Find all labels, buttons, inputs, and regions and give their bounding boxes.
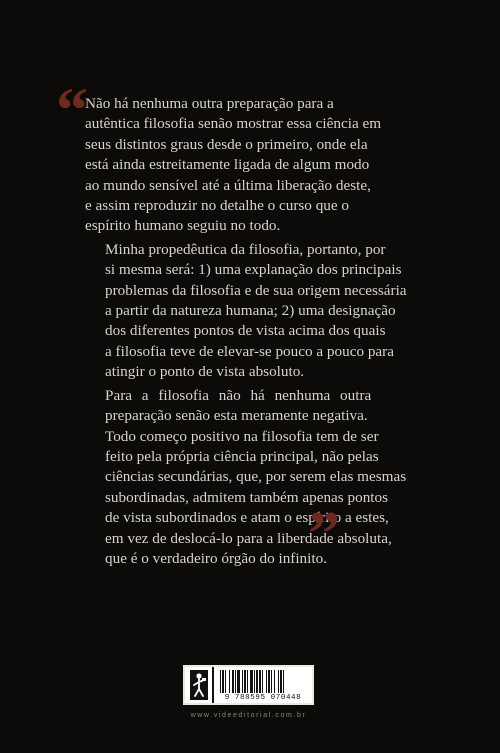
isbn-number: 9 788595 070448 — [224, 694, 302, 702]
text-line: a partir da natureza humana; 2) uma designação — [105, 302, 396, 320]
text-line: problemas da filosofia e de sua origem necessária — [105, 281, 407, 299]
text-line: a filosofia teve de elevar-se pouco a pouco para — [105, 342, 394, 360]
publisher-website: www.videeditorial.com.br — [190, 712, 307, 719]
text-line: ao mundo sensível até a última liberação deste, — [85, 176, 371, 194]
text-line: Não há nenhuma outra preparação para a — [85, 95, 334, 112]
text-line: ciências secundárias, que, por serem elas mesmas — [105, 468, 407, 486]
text-line: está ainda estreitamente ligada de algum modo — [85, 156, 370, 174]
text-line: preparação senão esta meramente negativa. — [105, 407, 368, 425]
close-quote-mark: ” — [308, 498, 340, 569]
barcode-stripe — [284, 670, 285, 693]
text-line: autêntica filosofia senão mostrar essa ciência em — [85, 115, 382, 133]
text-line: subordinadas, admitem também apenas pontos — [105, 488, 389, 506]
text-line: Todo começo positivo na filosofia tem de ser — [105, 427, 379, 445]
text-line: espírito humano seguiu no todo. — [85, 217, 281, 235]
text-line: Para a filosofia não há nenhuma outra — [105, 386, 372, 404]
text-line: atingir o ponto de vista absoluto. — [105, 363, 305, 381]
barcode — [183, 665, 314, 705]
barcode-area — [214, 667, 312, 703]
back-cover-quote — [85, 94, 415, 569]
text-line: de vista subordinados e atam o espírito a estes, — [105, 509, 389, 527]
text-line: si mesma será: 1) uma explanação dos principais — [105, 261, 402, 279]
text-line: Minha propedêutica da filosofia, portanto, por — [105, 240, 386, 258]
text-line: feito pela própria ciência principal, não pelas — [105, 447, 379, 465]
open-quote-mark: “ — [56, 74, 88, 145]
quote-paragraph-1 — [85, 94, 415, 237]
text-line: seus distintos graus desde o primeiro, onde ela — [85, 135, 368, 153]
text-line: que é o verdadeiro órgão do infinito. — [105, 549, 327, 567]
text-line: e assim reproduzir no detalhe o curso que o — [85, 197, 350, 215]
text-line: em vez de deslocá-lo para a liberdade absoluta, — [105, 529, 392, 547]
quote-paragraph-3 — [85, 386, 415, 570]
text-line: dos diferentes pontos de vista acima dos quais — [105, 322, 386, 340]
reader-figure-icon — [190, 670, 208, 700]
quote-paragraph-2 — [85, 240, 415, 383]
barcode-bars — [220, 670, 306, 693]
publisher-logo — [185, 667, 214, 703]
